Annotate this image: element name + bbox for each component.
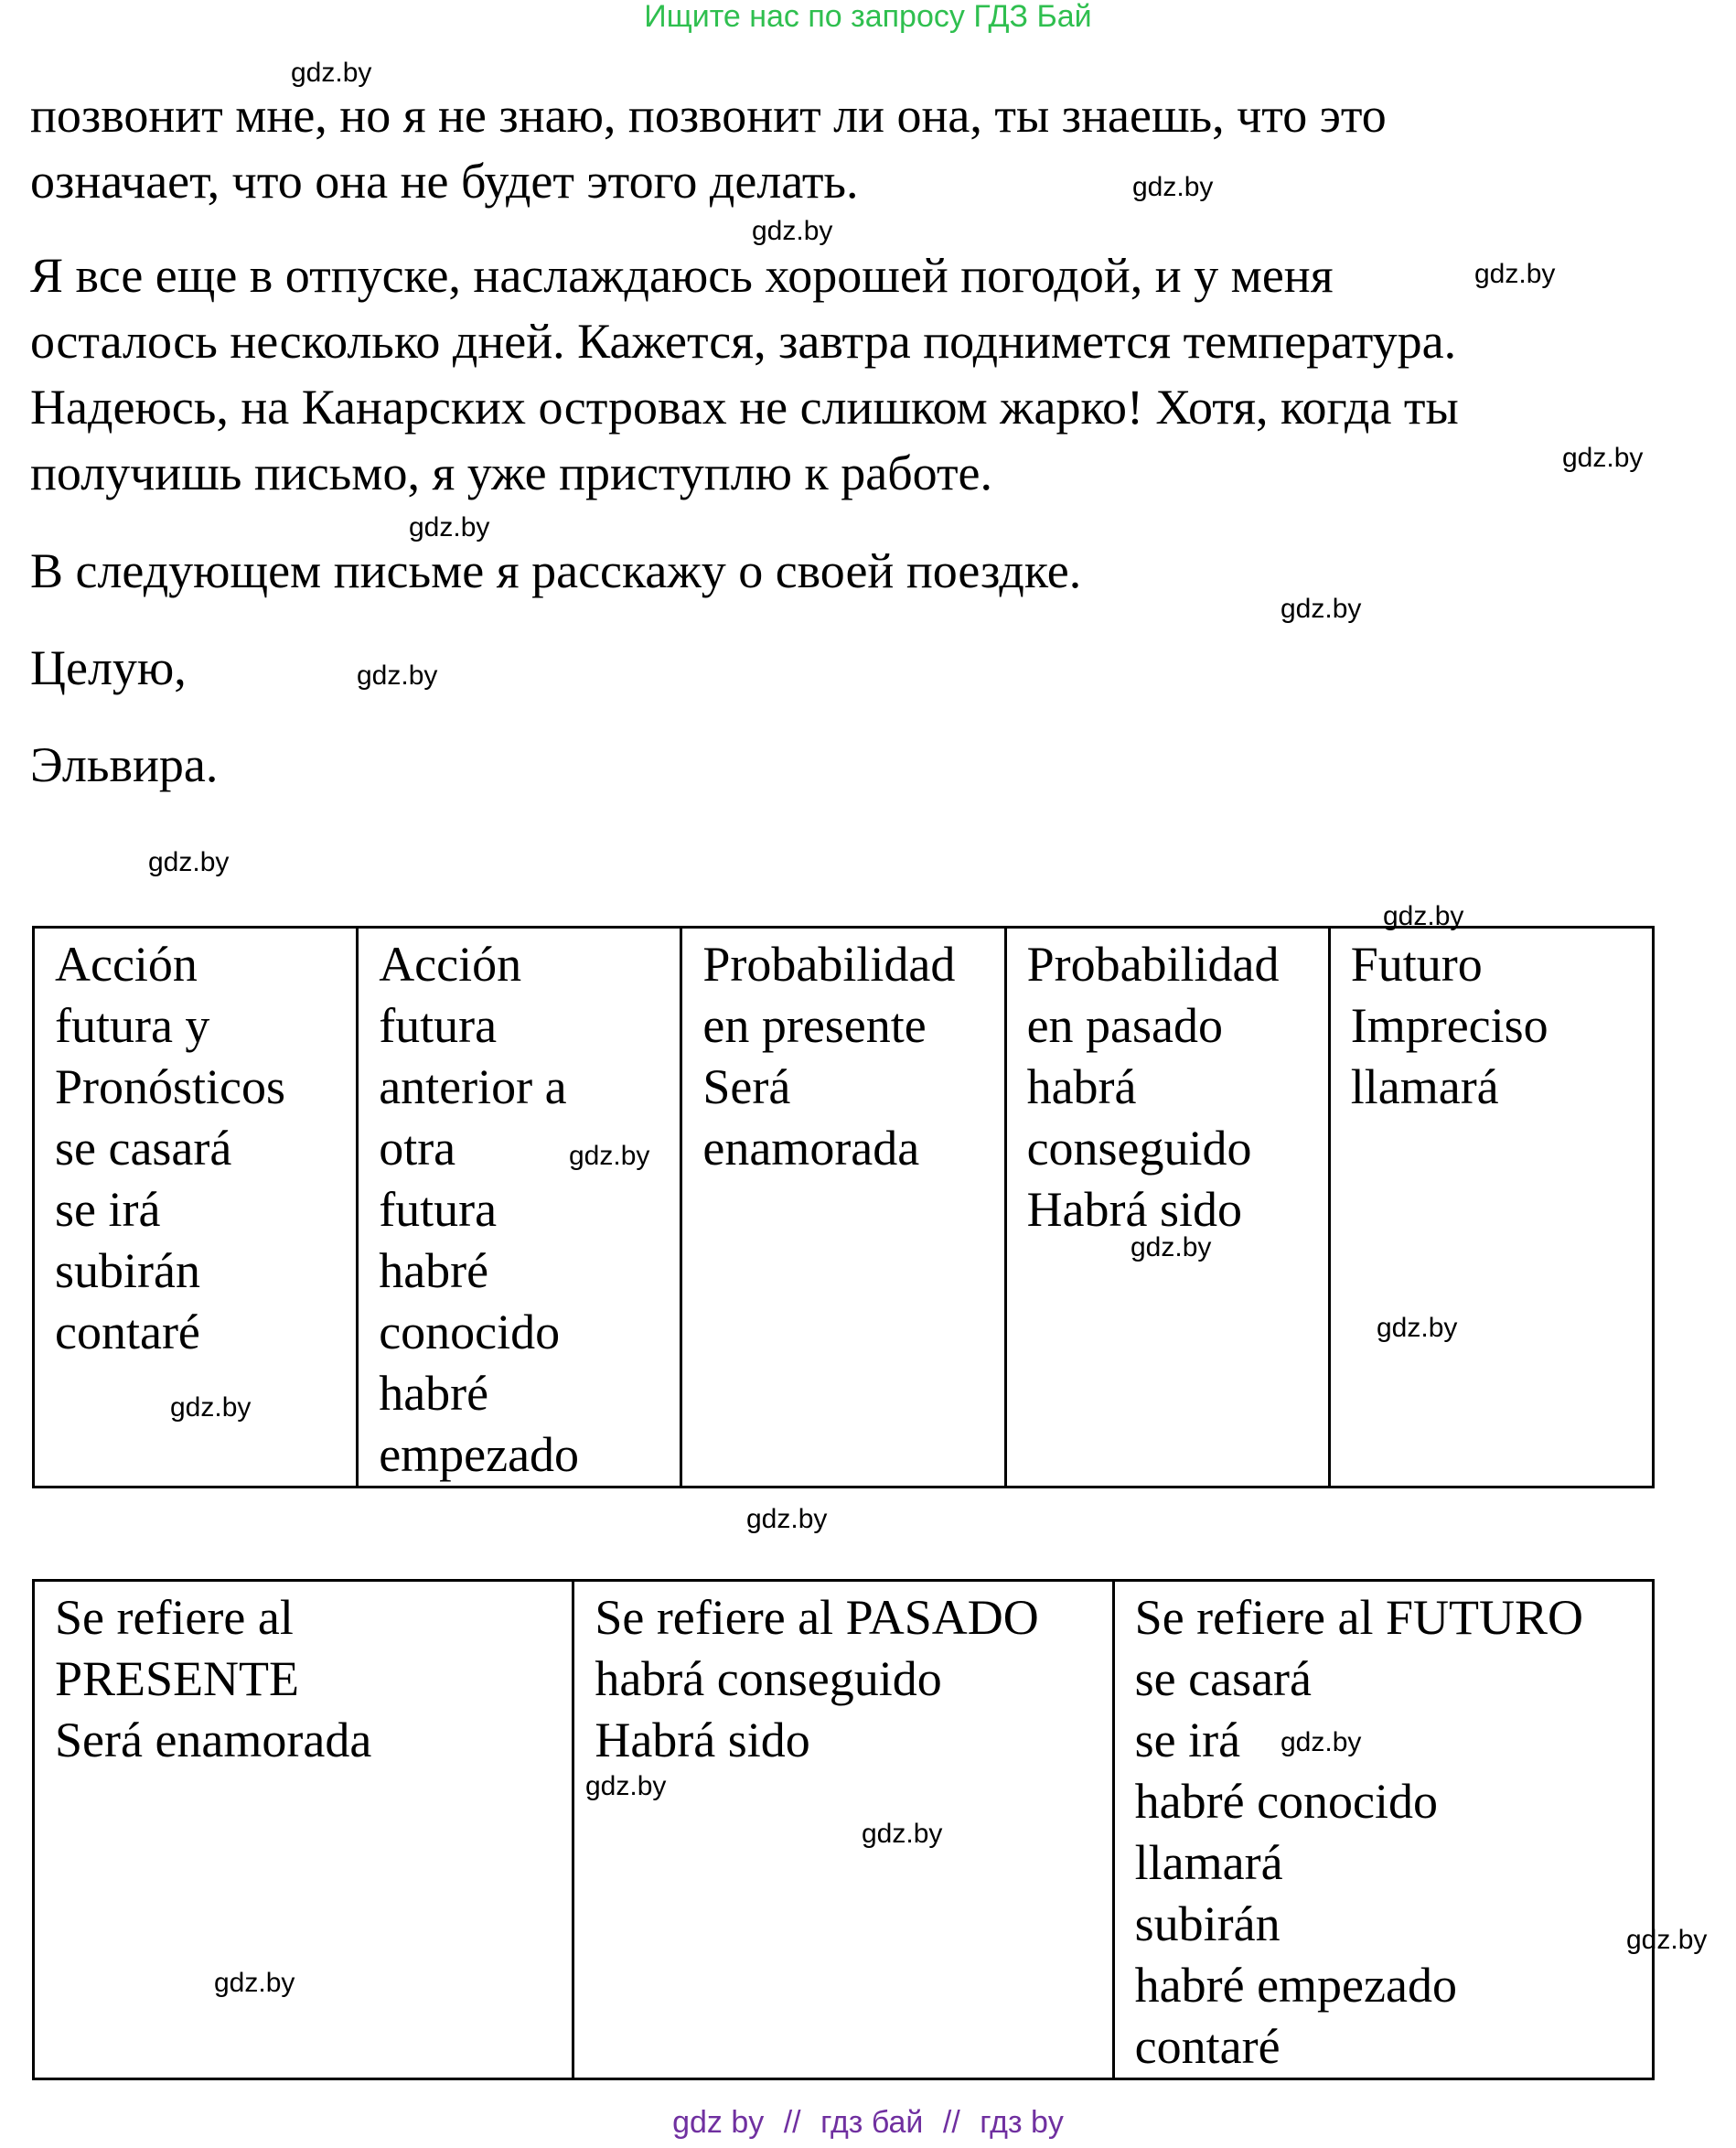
watermark: gdz.by [357, 661, 438, 691]
letter-line: Я все еще в отпуске, наслаждаюсь хорошей погодой, и у меня [30, 248, 1334, 303]
cell-line: Pronósticos [55, 1059, 286, 1114]
cell-line: habré conocido [1134, 1774, 1439, 1829]
watermark: gdz.by [752, 216, 833, 246]
cell-line: se irá [55, 1182, 161, 1237]
footer-links [0, 2104, 1736, 2141]
watermark: gdz.by [569, 1141, 650, 1171]
table-cell [34, 928, 358, 1487]
watermark: gdz.by [746, 1504, 828, 1534]
cell-line: otra [379, 1121, 456, 1176]
cell-line: conocido [379, 1305, 561, 1359]
watermark: gdz.by [585, 1771, 667, 1801]
watermark: gdz.by [291, 58, 372, 88]
table-cell [34, 1581, 573, 2079]
cell-line: contaré [1134, 2019, 1281, 2074]
letter-line: В следующем письме я расскажу о своей поездке. [30, 543, 1082, 598]
table-cell [1113, 1581, 1653, 2079]
cell-line: Acción [55, 937, 198, 992]
cell-line: subirán [55, 1243, 200, 1298]
cell-line: Impreciso [1350, 998, 1548, 1053]
cell-line: contaré [55, 1305, 200, 1359]
cell-line: Acción [379, 937, 522, 992]
table-row [34, 1581, 1654, 2079]
letter-line: означает, что она не будет этого делать. [30, 154, 859, 209]
watermark: gdz.by [148, 847, 230, 877]
watermark: gdz.by [214, 1968, 295, 1998]
table-cell [1329, 928, 1653, 1487]
cell-line: habrá conseguido [595, 1651, 942, 1706]
classification-table [32, 926, 1655, 1488]
letter-signature: Эльвира. [30, 737, 219, 792]
table-cell [681, 928, 1005, 1487]
cell-line: anterior a [379, 1059, 567, 1114]
cell-line: Se refiere al [55, 1590, 294, 1645]
table-cell [1005, 928, 1329, 1487]
table-cell [358, 928, 681, 1487]
watermark: gdz.by [1281, 1727, 1362, 1757]
cell-line: habré empezado [1134, 1958, 1457, 2013]
cell-line: llamará [1350, 1059, 1499, 1114]
cell-line: enamorada [702, 1121, 920, 1176]
footer-link[interactable]: гдз by [980, 2105, 1064, 2140]
cell-line: se casará [1134, 1651, 1313, 1706]
watermark: gdz.by [1377, 1313, 1458, 1343]
footer-separator: // [942, 2105, 960, 2140]
cell-line: en pasado [1026, 998, 1223, 1053]
cell-line: Futuro [1350, 937, 1483, 992]
letter-line: осталось несколько дней. Кажется, завтра поднимется температура. [30, 314, 1457, 369]
watermark: gdz.by [170, 1392, 252, 1423]
cell-line: habrá [1026, 1059, 1137, 1114]
cell-line: subirán [1134, 1896, 1281, 1951]
table-row [34, 928, 1654, 1487]
watermark: gdz.by [862, 1819, 943, 1849]
table-cell [573, 1581, 1113, 2079]
cell-line: Habrá sido [1026, 1182, 1242, 1237]
watermark: gdz.by [1474, 259, 1556, 289]
watermark: gdz.by [409, 512, 490, 542]
cell-line: PRESENTE [55, 1651, 300, 1706]
cell-line: Se refiere al FUTURO [1134, 1590, 1584, 1645]
cell-line: Se refiere al PASADO [595, 1590, 1039, 1645]
cell-line: conseguido [1026, 1121, 1252, 1176]
cell-line: Probabilidad [702, 937, 956, 992]
cell-line: en presente [702, 998, 927, 1053]
cell-line: futura [379, 1182, 498, 1237]
watermark: gdz.by [1131, 1232, 1212, 1262]
watermark: gdz.by [1132, 172, 1214, 202]
footer-separator: // [783, 2105, 801, 2140]
cell-line: futura [379, 998, 498, 1053]
cell-line: Será enamorada [55, 1713, 372, 1767]
cell-line: habré [379, 1243, 489, 1298]
cell-line: empezado [379, 1427, 580, 1482]
time-reference-table [32, 1579, 1655, 2080]
watermark: gdz.by [1383, 901, 1464, 931]
letter-line: Надеюсь, на Канарских островах не слишком жарко! Хотя, когда ты [30, 380, 1459, 435]
top-banner[interactable]: Ищите нас по запросу ГДЗ Бай [644, 0, 1092, 34]
cell-line: futura y [55, 998, 210, 1053]
footer-link[interactable]: гдз бай [820, 2105, 924, 2140]
letter-line: позвонит мне, но я не знаю, позвонит ли она, ты знаешь, что это [30, 88, 1387, 143]
letter-closing: Целую, [30, 640, 187, 695]
cell-line: se casará [55, 1121, 232, 1176]
cell-line: habré [379, 1366, 489, 1421]
cell-line: llamará [1134, 1835, 1283, 1890]
cell-line: Será [702, 1059, 791, 1114]
watermark: gdz.by [1281, 594, 1362, 624]
letter-line: получишь письмо, я уже приступлю к работе. [30, 446, 993, 500]
footer-link[interactable]: gdz by [672, 2105, 765, 2140]
watermark: gdz.by [1626, 1925, 1708, 1955]
cell-line: Habrá sido [595, 1713, 810, 1767]
cell-line: Probabilidad [1026, 937, 1280, 992]
watermark: gdz.by [1562, 443, 1644, 473]
cell-line: se irá [1134, 1713, 1241, 1767]
